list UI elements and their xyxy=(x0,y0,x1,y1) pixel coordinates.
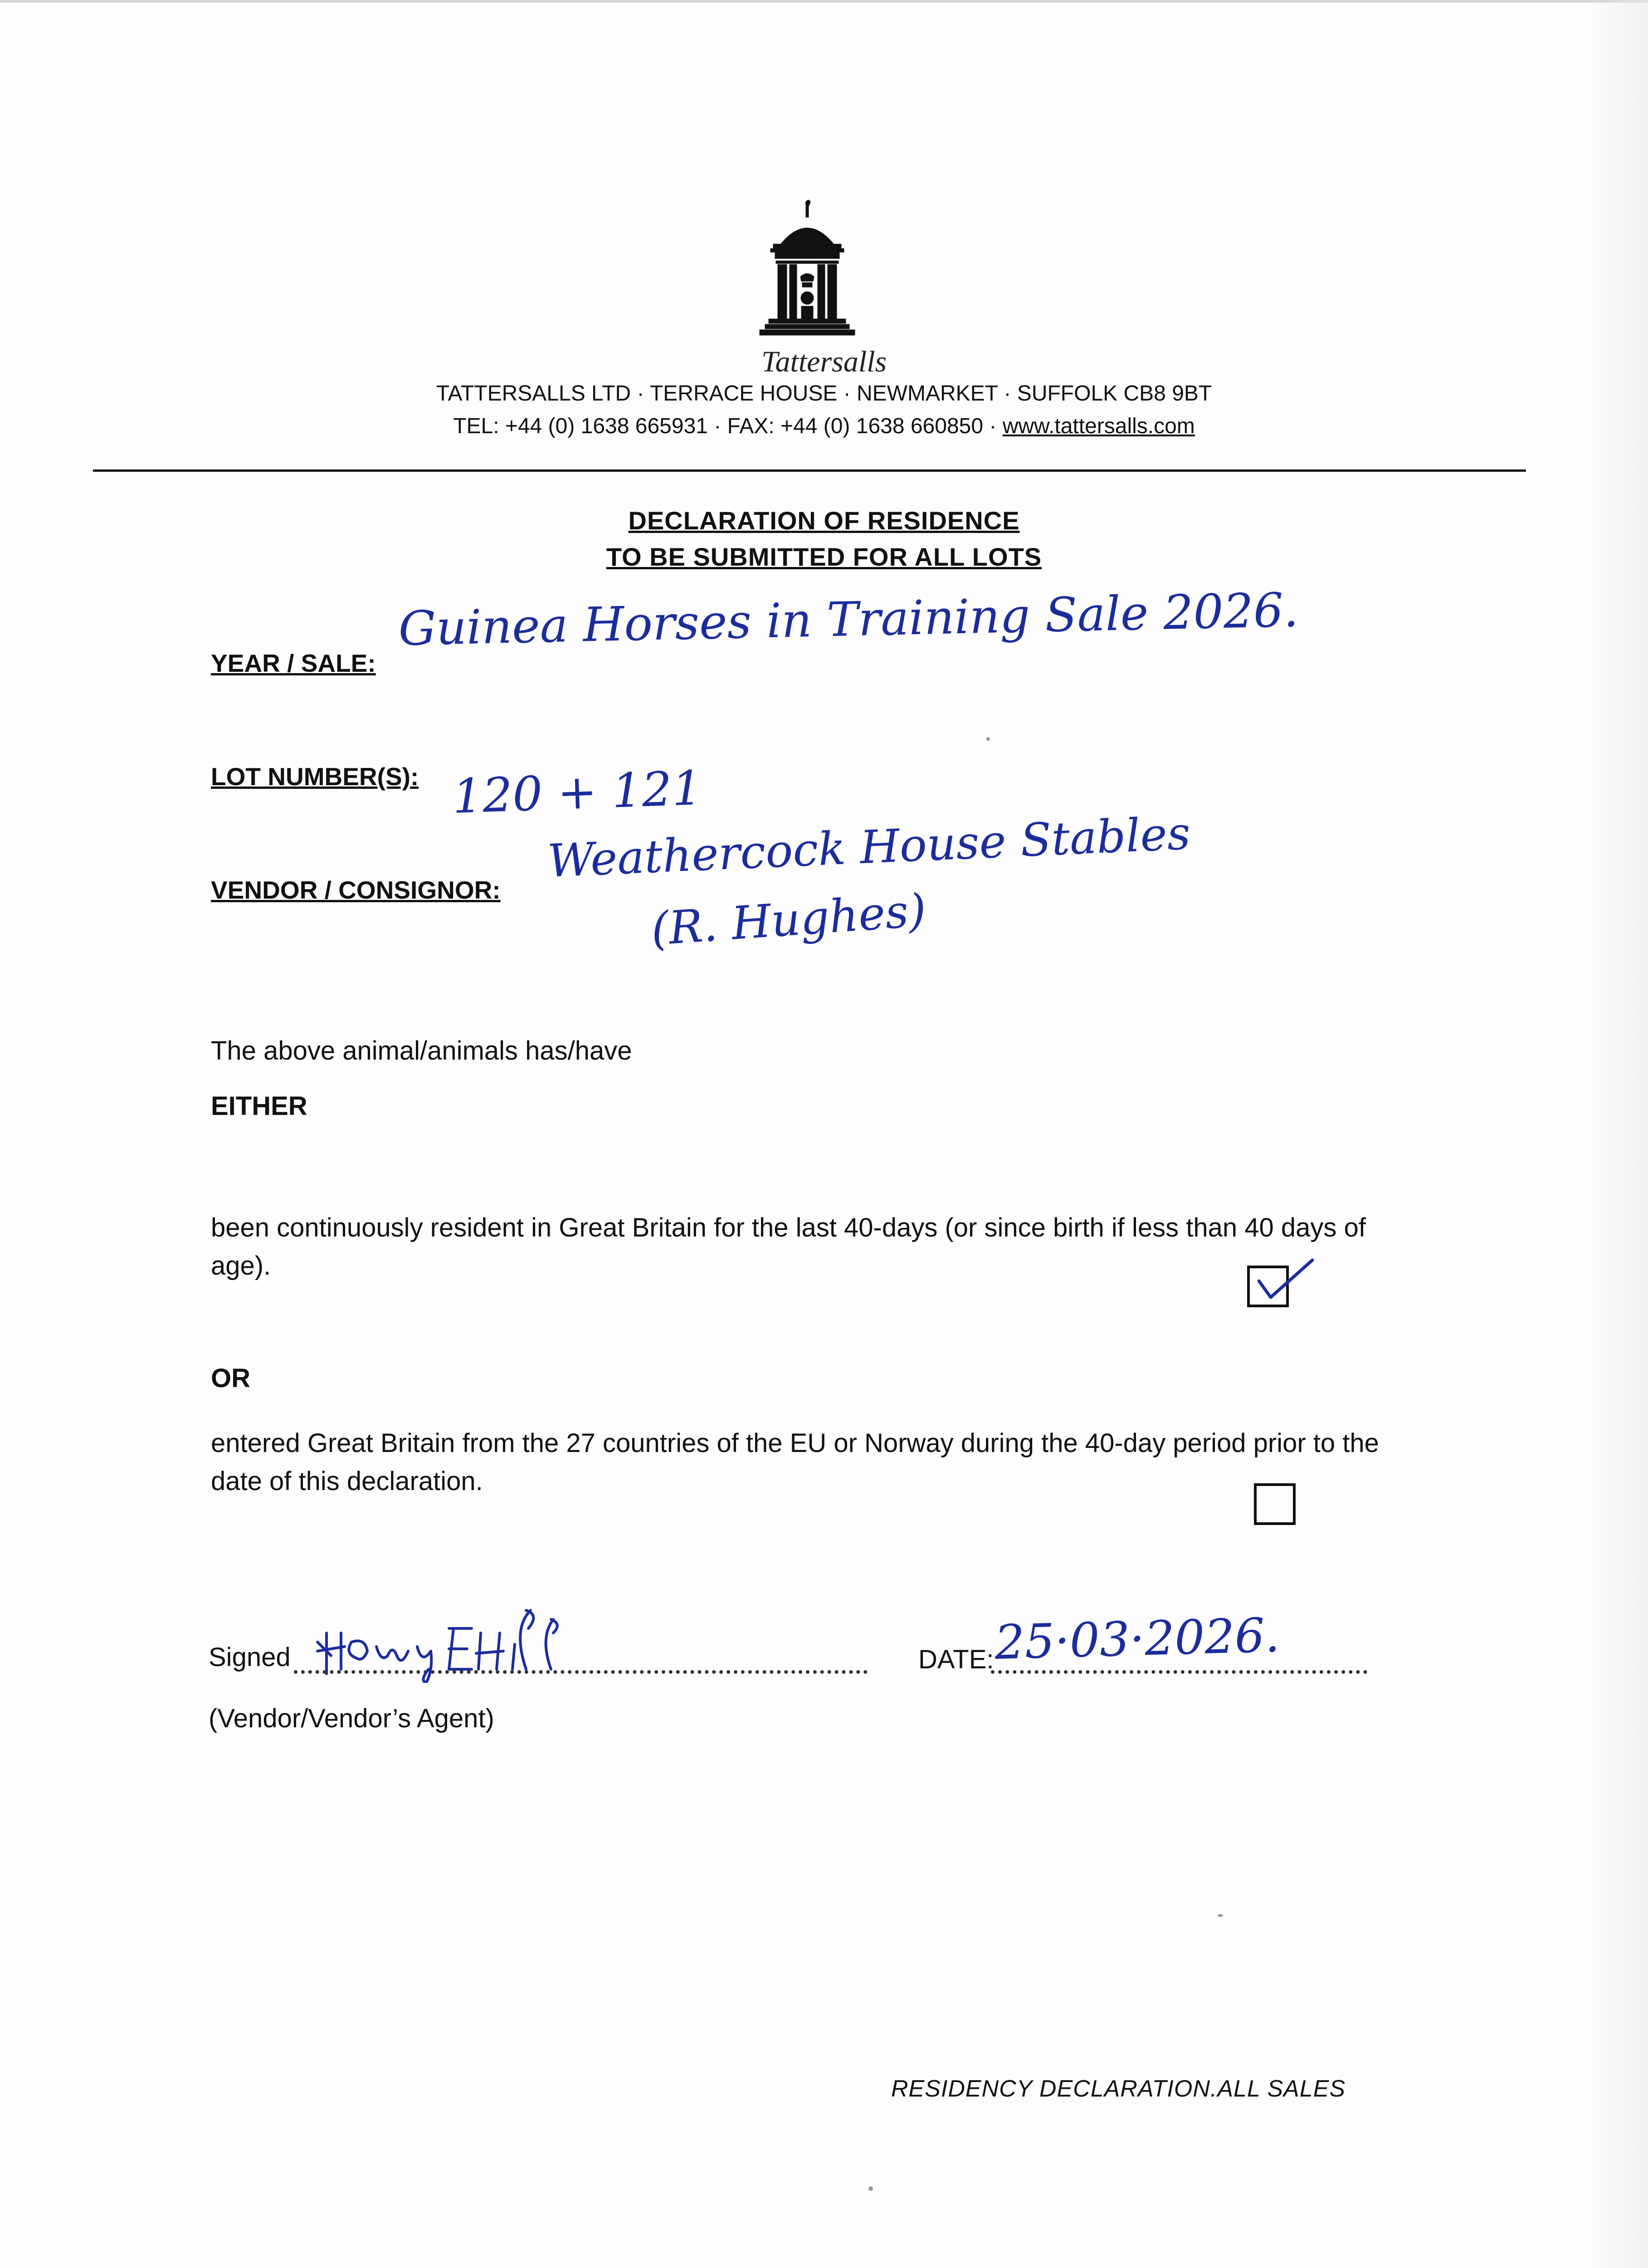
year-sale-label: YEAR / SALE: xyxy=(211,649,376,677)
tattersalls-logo-icon xyxy=(755,197,859,347)
scan-top-edge xyxy=(0,0,1648,3)
checkmark-icon xyxy=(1253,1257,1316,1307)
signed-label: Signed xyxy=(209,1642,291,1672)
scan-speck xyxy=(986,737,990,741)
vendor-consignor-field[interactable]: Weathercock House Stables xyxy=(546,807,1192,888)
brand-name: Tattersalls xyxy=(761,345,887,378)
or-heading: OR xyxy=(211,1364,250,1393)
handwritten-signature xyxy=(313,1601,639,1683)
footer-form-reference: RESIDENCY DECLARATION.ALL SALES xyxy=(891,2076,1346,2102)
form-title: DECLARATION OF RESIDENCE xyxy=(628,506,1020,535)
date-field[interactable]: 25·03·2026. xyxy=(994,1607,1281,1670)
option-resident-text: been continuously resident in Great Britain for the last 40-days (or since birth if less than 40 days of age). xyxy=(211,1213,1366,1281)
signatory-role: (Vendor/Vendor’s Agent) xyxy=(209,1704,494,1733)
declaration-intro: The above animal/animals has/have xyxy=(211,1036,632,1066)
company-address: TATTERSALLS LTD · TERRACE HOUSE · NEWMARKET · SUFFOLK CB8 9BT xyxy=(436,381,1212,406)
scan-speck xyxy=(1218,1914,1223,1917)
company-contact xyxy=(325,414,1323,439)
date-label: DATE: xyxy=(918,1645,994,1674)
scan-right-shadow xyxy=(1587,0,1648,2268)
lot-numbers-label: LOT NUMBER(S): xyxy=(211,763,419,791)
header-divider xyxy=(93,469,1526,472)
form-subtitle: TO BE SUBMITTED FOR ALL LOTS xyxy=(606,543,1042,571)
vendor-consignor-field-line2[interactable]: (R. Hughes) xyxy=(649,883,928,956)
either-heading: EITHER xyxy=(211,1091,307,1121)
lot-numbers-field[interactable]: 120 + 121 xyxy=(451,760,703,824)
option-eu-entry-text: entered Great Britain from the 27 countries of the EU or Norway during the 40-day period prior to the date of this declaration. xyxy=(211,1428,1379,1496)
website-link[interactable]: www.tattersalls.com xyxy=(1002,414,1195,438)
option-eu-entry-checkbox[interactable] xyxy=(1254,1483,1296,1525)
option-resident-checkbox[interactable] xyxy=(1247,1266,1289,1307)
contact-phone-fax: TEL: +44 (0) 1638 665931 · FAX: +44 (0) 1638 660850 · xyxy=(453,414,1003,438)
vendor-consignor-label: VENDOR / CONSIGNOR: xyxy=(211,876,501,904)
year-sale-field[interactable]: Guinea Horses in Training Sale 2026. xyxy=(398,582,1299,656)
scan-speck xyxy=(868,2186,873,2191)
